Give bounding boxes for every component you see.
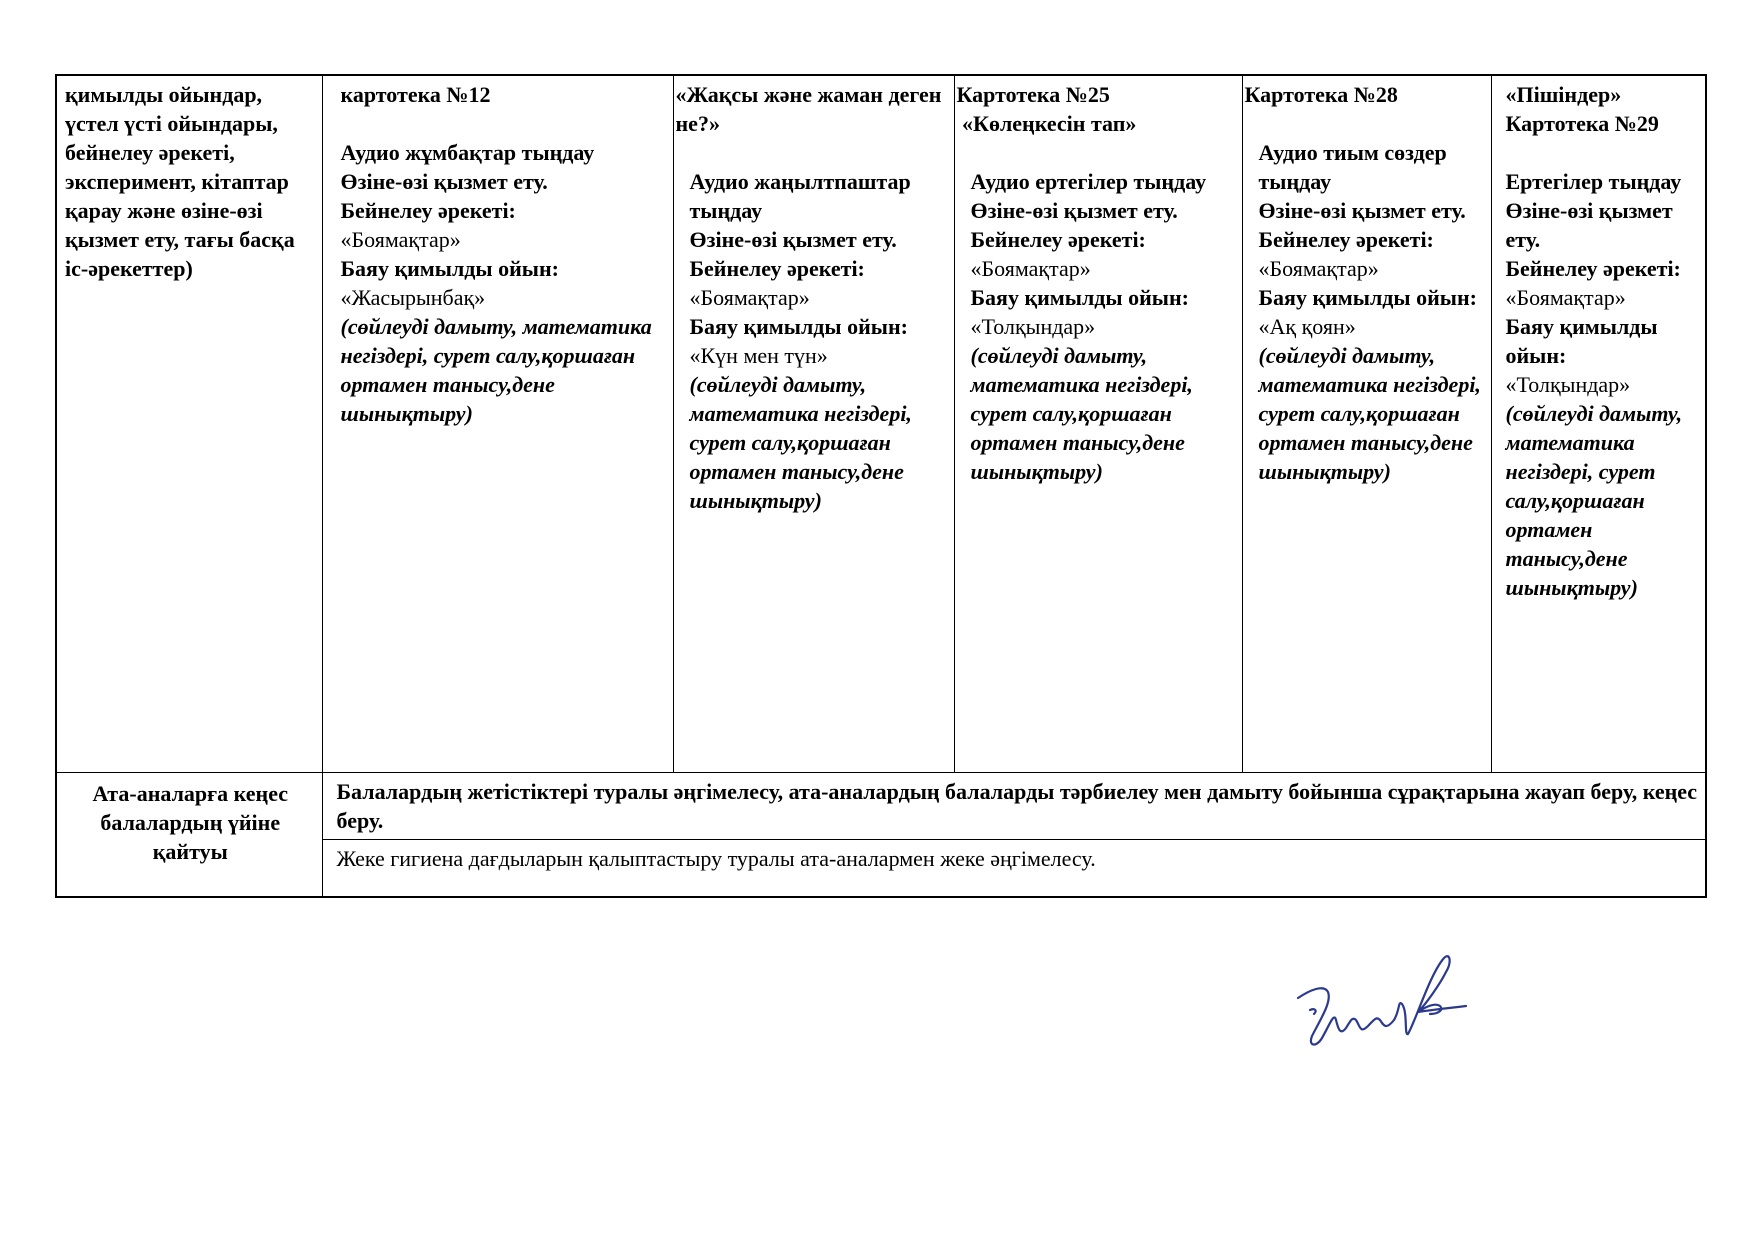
day-cell-3-head-2: «Көлеңкесін тап» xyxy=(956,111,1137,136)
parents-row-advice xyxy=(56,773,1706,840)
day-cell-4-game-label: Баяу қимылды ойын: xyxy=(1258,285,1477,310)
plan-table xyxy=(55,74,1707,898)
day-cell-5-self-service: Өзіне-өзі қызмет ету. xyxy=(1505,198,1673,252)
day-cell-5-head-2: Картотека №29 xyxy=(1505,111,1659,136)
day-cell-2-audio: Аудио жаңылтпаштар тыңдау xyxy=(689,169,911,223)
day-cell-1-areas: (сөйлеуді дамыту, математика негіздері, сурет салу,қоршаған ортамен танысу,дене шынықтыру) xyxy=(340,314,652,426)
activity-row-label xyxy=(56,75,322,773)
signature-stroke xyxy=(1298,956,1466,1044)
day-cell-1-head: картотека №12 xyxy=(340,82,491,107)
day-cell-1-game-value: «Жасырынбақ» xyxy=(340,285,486,310)
parents-hygiene-cell xyxy=(322,840,1706,898)
day-cell-5-game-label: Баяу қимылды ойын: xyxy=(1505,314,1658,368)
parents-row-label xyxy=(56,773,322,898)
day-cell-1-self-service: Өзіне-өзі қызмет ету. xyxy=(340,169,548,194)
day-cell-1 xyxy=(322,75,673,773)
parents-advice-cell xyxy=(322,773,1706,840)
day-cell-2-art-value: «Боямақтар» xyxy=(689,285,810,310)
day-cell-2-head: «Жақсы және жаман деген не?» xyxy=(675,82,942,136)
day-cell-4-areas: (сөйлеуді дамыту, математика негіздері, сурет салу,қоршаған ортамен танысу,дене шынықтыру) xyxy=(1258,343,1481,484)
day-cell-5-game-value: «Толқындар» xyxy=(1505,372,1631,397)
day-cell-5-head: «Пішіндер» xyxy=(1505,82,1622,107)
day-cell-2-game-value: «Күн мен түн» xyxy=(689,343,828,368)
day-cell-4-self-service: Өзіне-өзі қызмет ету. xyxy=(1258,198,1466,223)
day-cell-2-areas: (сөйлеуді дамыту, математика негіздері, сурет салу,қоршаған ортамен танысу,дене шынықтыру) xyxy=(689,372,912,513)
day-cell-1-art-label: Бейнелеу әрекеті: xyxy=(340,198,516,223)
day-cell-3-art-label: Бейнелеу әрекеті: xyxy=(970,227,1146,252)
day-cell-4-audio: Аудио тиым сөздер тыңдау xyxy=(1258,140,1447,194)
day-cell-1-art-value: «Боямақтар» xyxy=(340,227,461,252)
day-cell-4-game xyxy=(1259,283,1485,341)
parents-advice-text: Балалардың жетістіктері туралы әңгімелесу, ата-аналардың балаларды тәрбиелеу мен дамыту бойынша сұрақтарына жауап беру, кеңес беру. xyxy=(336,779,1698,833)
day-cell-3-head: Картотека №25 xyxy=(956,82,1110,107)
day-cell-1-game-label: Баяу қимылды ойын: xyxy=(340,256,559,281)
day-cell-4-game-value: «Ақ қоян» xyxy=(1258,314,1356,339)
day-cell-3-game-value: «Толқындар» xyxy=(970,314,1096,339)
parents-hygiene-text: Жеке гигиена дағдыларын қалыптастыру туралы ата-аналармен жеке әңгімелесу. xyxy=(336,846,1096,871)
day-cell-3-audio: Аудио ертегілер тыңдау xyxy=(970,169,1207,194)
activity-row xyxy=(56,75,1706,773)
day-cell-2-art-label: Бейнелеу әрекеті: xyxy=(689,256,865,281)
day-cell-4 xyxy=(1242,75,1491,773)
day-cell-5-art-value: «Боямақтар» xyxy=(1505,285,1626,310)
day-cell-4-art-label: Бейнелеу әрекеті: xyxy=(1258,227,1434,252)
day-cell-5 xyxy=(1491,75,1706,773)
day-cell-5-areas: (сөйлеуді дамыту, математика негіздері, сурет салу,қоршаған ортамен танысу,дене шынықтыру) xyxy=(1505,401,1683,600)
day-cell-2 xyxy=(673,75,954,773)
day-cell-5-audio: Ертегілер тыңдау xyxy=(1505,169,1682,194)
day-cell-4-head: Картотека №28 xyxy=(1244,82,1398,107)
day-cell-3-game-label: Баяу қимылды ойын: xyxy=(970,285,1189,310)
day-cell-3-areas: (сөйлеуді дамыту, математика негіздері, сурет салу,қоршаған ортамен танысу,дене шынықтыру) xyxy=(970,343,1193,484)
day-cell-5-art-label: Бейнелеу әрекеті: xyxy=(1505,256,1681,281)
day-cell-4-art-value: «Боямақтар» xyxy=(1258,256,1379,281)
parents-label-text: Ата-аналарға кеңес балалардың үйіне қайтуы xyxy=(92,781,288,864)
signature-image xyxy=(1290,950,1470,1060)
day-cell-3-self-service: Өзіне-өзі қызмет ету. xyxy=(970,198,1178,223)
day-cell-3 xyxy=(954,75,1242,773)
day-cell-2-game-label: Баяу қимылды ойын: xyxy=(689,314,908,339)
day-cell-3-art-value: «Боямақтар» xyxy=(970,256,1091,281)
day-cell-1-audio: Аудио жұмбақтар тыңдау xyxy=(340,140,595,165)
day-cell-2-self-service: Өзіне-өзі қызмет ету. xyxy=(689,227,897,252)
activity-label-text: қимылды ойындар, үстел үсті ойындары, бейнелеу әрекеті, эксперимент, кітаптар қарау және өзіне-өзі қызмет ету, тағы басқа іс-әрекеттер) xyxy=(65,82,295,281)
